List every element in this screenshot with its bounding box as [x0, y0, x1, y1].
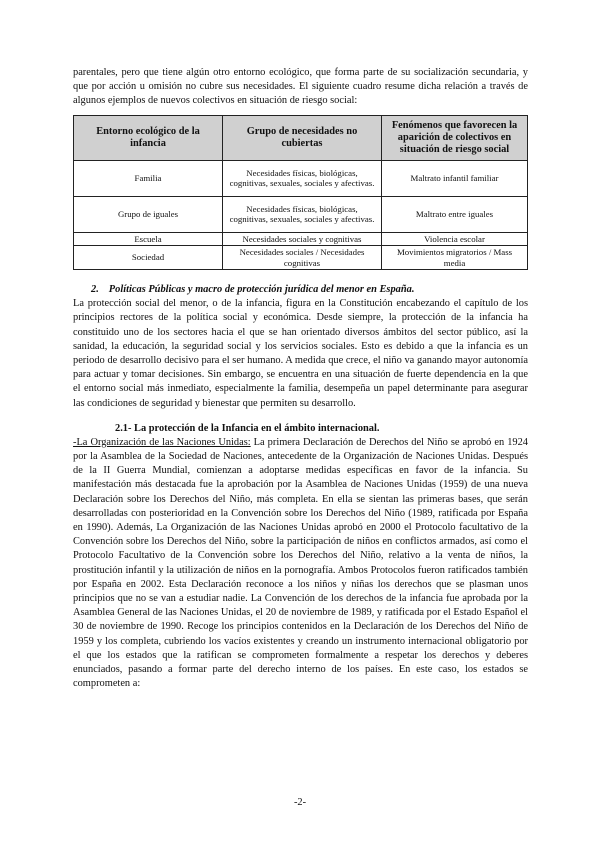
- section-2-1-text: La primera Declaración de Derechos del Niño se aprobó en 1924 por la Asamblea de la Sociedad de Naciones, antecedente de la Organización de Naciones Unidas. Después de la II Guerra Mundial, comienzan a adoptarse medidas específicas en favor de la infancia. Su manifestación más destacada fue la aprobación por la Asamblea de Naciones Unidas (1959) de una nueva Declaración sobre los Derechos del Niño, más completa. En ella se sientan las primeras bases, que serán desarrolladas con posterioridad en la Convención sobre los Derechos del Niño (1989, ratificada por España en 1990). Además, La Organización de las Naciones Unidas aprobó en 2000 el Protocolo facultativo de la Convención sobre los Derechos del Niño, sobre la participación de niños en conflictos armados, así como el Protocolo Facultativo de la Convención sobre los Derechos del Niño, relativo a la venta de niños, la prostitución infantil y la utilización de niños en la pornografía. Ambos Protocolos fueron ratificados también por España en 2002. Esta Declaración reconoce a los niños y niñas los derechos que se plasman unos principios que no se van a estudiar nadie. La Convención de los derechos de la infancia fue aprobada por la Asamblea General de las Naciones Unidas, el 20 de noviembre de 1989, y ratificada por el Estado Español el 30 de noviembre de 1990. Recoge los principios contenidos en la Declaración de los Derechos del Niño de 1959 y los completa, cubriendo los vacíos existentes y creando un instrumento internacional obligatorio por el que los estados que la ratifican se comprometen formalmente a respetar los derechos y deberes enunciados, pasando a formar parte del derecho interno de los países. En este caso, los estados se comprometen a:: [73, 436, 528, 690]
- intro-paragraph: parentales, pero que tiene algún otro entorno ecológico, que forma parte de su socialización secundaria, y que por acción u omisión no cubre sus necesidades. El siguiente cuadro resume dicha relación a través de algunos ejemplos de nuevos colectivos en situación de riesgo social:: [73, 67, 528, 107]
- table-cell: Grupo de iguales: [74, 196, 223, 232]
- table-cell: Violencia escolar: [382, 232, 528, 246]
- table-header-entorno: Entorno ecológico de la infancia: [74, 115, 223, 160]
- section-2-1-body: [73, 436, 528, 692]
- page-number: -2-: [293, 797, 307, 808]
- section-2-number: 2.: [91, 284, 99, 296]
- ecological-environment-table: [73, 115, 528, 271]
- un-lead: -La Organización de las Naciones Unidas:: [73, 436, 251, 448]
- table-cell: Sociedad: [74, 246, 223, 270]
- table-row: [74, 246, 528, 270]
- page-content: [73, 66, 528, 691]
- table-row: [74, 232, 528, 246]
- table-header-fenomenos: Fenómenos que favorecen la aparición de colectivos en situación de riesgo social: [382, 115, 528, 160]
- table-cell: Escuela: [74, 232, 223, 246]
- table-cell: Necesidades físicas, biológicas, cognitivas, sexuales, sociales y afectivas.: [223, 196, 382, 232]
- table-row: [74, 160, 528, 196]
- table-cell: Necesidades sociales / Necesidades cognitivas: [223, 246, 382, 270]
- table-cell: Necesidades sociales y cognitivas: [223, 232, 382, 246]
- table-cell: Familia: [74, 160, 223, 196]
- section-2-title: Políticas Públicas y macro de protección jurídica del menor en España.: [108, 284, 415, 296]
- section-2-body: La protección social del menor, o de la infancia, figura en la Constitución encabezando el capítulo de los principios rectores de la política social y económica. Desde siempre, la protección de la infancia ha constituido uno de los sectores hacia el que se han orientado diversos ámbitos del sector público, así la sanidad, la educación, la seguridad social y los servicios sociales. Esto es debido a que la infancia es un periodo de desarrollo decisivo para el ser humano. A medida que crece, el niño va ganando mayor autonomía para actuar y tomar decisiones. Sin embargo, se encuentra en una situación de fuerte dependencia en la que el entorno social más inmediato, especialmente la familia, desempeña un papel determinante para asegurar las condiciones de seguridad y bienestar que permiten su desarrollo.: [73, 298, 528, 409]
- table-cell: Necesidades físicas, biológicas, cognitivas, sexuales, sociales y afectivas.: [223, 160, 382, 196]
- section-2-heading: [91, 284, 528, 295]
- table-row: [74, 196, 528, 232]
- table-cell: Movimientos migratorios / Mass media: [382, 246, 528, 270]
- table-cell: Maltrato entre iguales: [382, 196, 528, 232]
- section-2-1-heading: 2.1- La protección de la Infancia en el ámbito internacional.: [115, 422, 380, 434]
- table-header-row: [74, 115, 528, 160]
- table-header-necesidades: Grupo de necesidades no cubiertas: [223, 115, 382, 160]
- table-cell: Maltrato infantil familiar: [382, 160, 528, 196]
